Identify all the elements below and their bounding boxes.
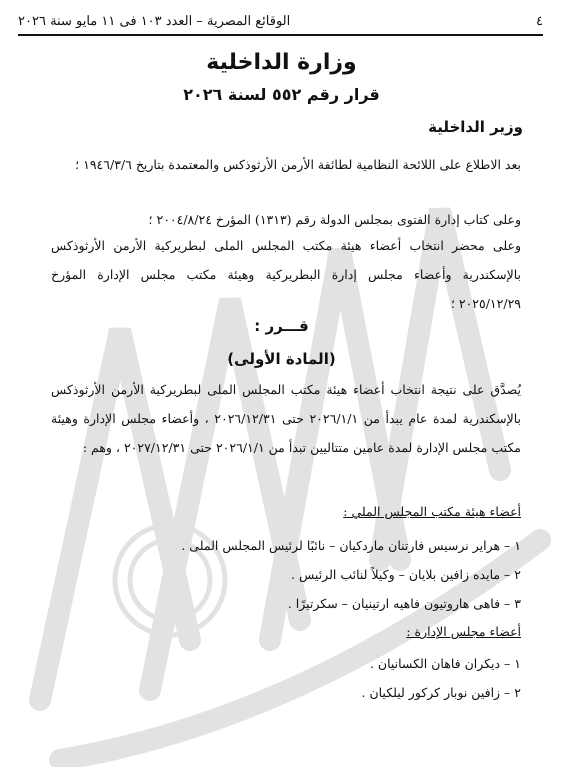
council-member-3: ٣ – فاهى هاروتيون فاهيه ارتينيان – سكرتيرًا .	[287, 596, 521, 611]
council-section-title: أعضاء هيئة مكتب المجلس الملي :	[343, 504, 521, 519]
board-member-1: ١ – ديكران فاهان الكسانيان .	[369, 656, 521, 671]
preamble-paragraph-2: وعلى كتاب إدارة الفتوى بمجلس الدولة رقم (١٣١٣) المؤرخ ٢٠٠٤/٨/٢٤ ؛	[148, 212, 521, 227]
decision-label: قـــرر :	[254, 317, 309, 335]
gazette-issue-line: الوقائع المصرية – العدد ١٠٣ فى ١١ مايو سنة ٢٠٢٦	[18, 13, 291, 29]
issuer-heading: وزير الداخلية	[428, 118, 523, 136]
preamble-paragraph-3: وعلى محضر انتخاب أعضاء هيئة مكتب المجلس الملى لبطريركية الأرمن الأرثوذكس بالإسكندرية وأعضاء مجلس إدارة البطريركية وهيئة مكتب مجلس الإدارة المؤرخ ٢٠٢٥/١٢/٢٩ ؛	[51, 238, 521, 311]
board-member-2: ٢ – زافين نوبار كركور ليلكيان .	[361, 685, 521, 700]
decree-number: قرار رقم ٥٥٢ لسنة ٢٠٢٦	[183, 85, 380, 104]
article-title: (المادة الأولى)	[227, 350, 336, 368]
council-member-1: ١ – هراير نرسيس فارتنان ماردكيان – نائبًا لرئيس المجلس الملى .	[181, 538, 521, 553]
board-section-title: أعضاء مجلس الإدارة :	[406, 624, 521, 639]
gazette-header	[18, 8, 543, 36]
article-body: يُصدَّق على نتيجة انتخاب أعضاء هيئة مكتب المجلس الملى لبطريركية الأرمن الأرثوذكس بالإسكندرية لمدة عام يبدأ من ٢٠٢٦/١/١ حتى ٢٠٢٦/١٢/٣١ ، وأعضاء مجلس الإدارة وهيئة مكتب مجلس الإدارة لمدة عامين متتاليين تبدأ من ٢٠٢٦/١/١ حتى ٢٠٢٧/١٢/٣١ ، وهم :	[51, 382, 521, 455]
preamble-paragraph-1: بعد الاطلاع على اللائحة النظامية لطائفة الأرمن الأرثوذكس والمعتمدة بتاريخ ١٩٤٦/٣/٦ ؛	[75, 157, 521, 172]
ministry-title: وزارة الداخلية	[206, 50, 357, 75]
council-member-2: ٢ – مايده زافين بلايان – وكيلاً لنائب الرئيس .	[291, 567, 521, 582]
page-number: ٤	[536, 13, 543, 29]
